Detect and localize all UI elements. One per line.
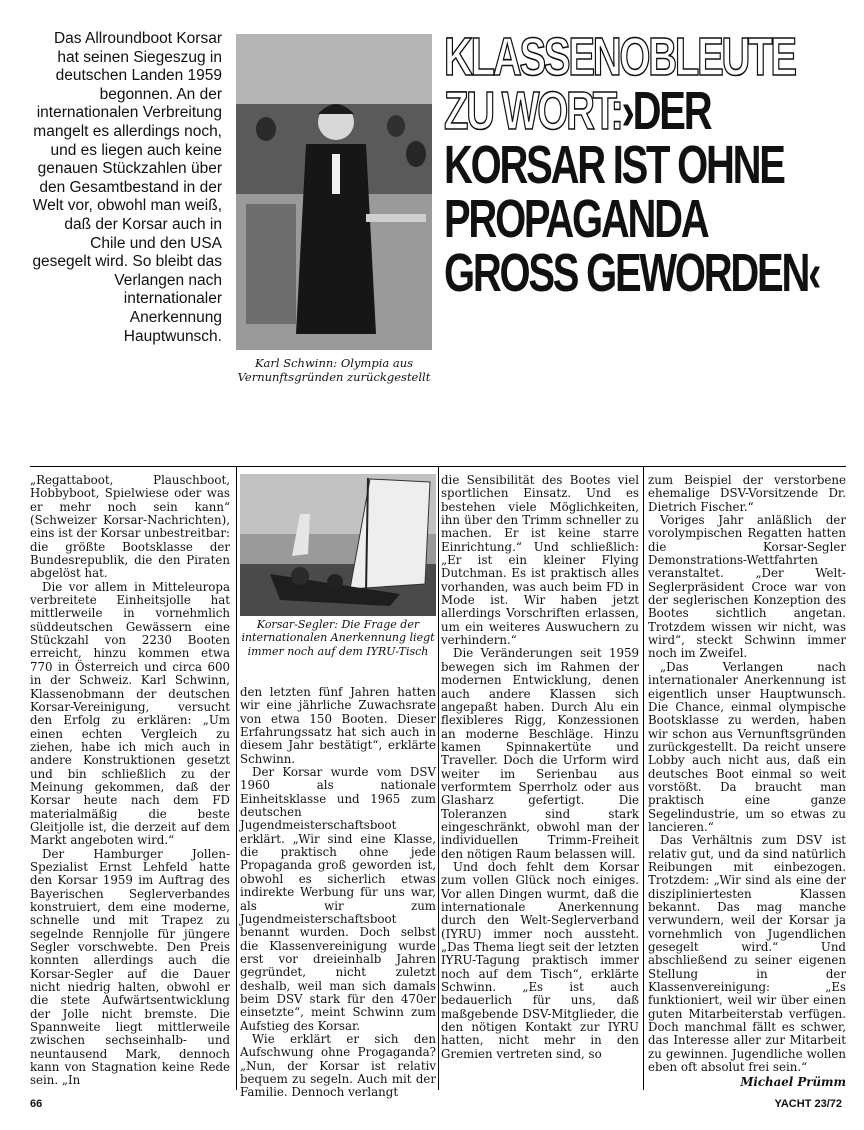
headline <box>444 27 844 303</box>
caption-photo-2: Korsar-Segler: Die Frage der internationalen Anerkennung liegt immer noch auf dem IYRU-Tisch <box>241 618 435 658</box>
column-2 <box>240 686 436 1100</box>
headline-line-1: KLASSENOBLEUTE <box>444 27 795 87</box>
column-1 <box>30 474 230 1088</box>
headline-line-4: PROPAGANDA <box>444 189 708 249</box>
col3-para-3: Und doch fehlt dem Korsar zum vollen Glück noch einiges. Vor allen Dingen wurmt, daß die internationale Anerkennung durch den Welt-Seglerverband (IYRU) immer noch aussteht. „Das Thema liegt seit der letzten IYRU-Tagung praktisch immer noch auf dem Tisch“, erklärte Schwinn. „Es ist auch bedauerlich für uns, daß maßgebende DSV-Mitglieder, die den nötigen Kontakt zur IYRU hatten, nicht mehr in den Gremien vertreten sind, so <box>441 859 639 1061</box>
col4-para-4: Das Verhältnis zum DSV ist relativ gut, und da sind natürlich Reibungen mit einbezogen. Trotzdem: „Wir sind als eine der diszipliniertesten Klassen bekannt. Das mag manche verwundern, weil der Korsar ja vornehmlich von Jugendlichen gesegelt wird.“ Und abschließend zu seiner eigenen Stellung in der Klassenvereinigung: „Es funktioniert, weil wir über einen guten Mitarbeiterstab verfügen. Doch manchmal fällt es schwer, das Interesse aller zur Mitarbeit zu gewinnen. Jugendliche wollen eben oft absolut frei sein.“ <box>648 833 846 1075</box>
magazine-issue: YACHT 23/72 <box>774 1098 842 1110</box>
col3-para-1: die Sensibilität des Bootes viel sportlichen Einsatz. Und es bestehen viele Möglichkeiten, ihn über den Trimm schneller zu machen. Er ist keine starre Einrichtung.“ Und schließlich: „Er ist ein kleiner Flying Dutchman. Es ist praktisch alles vorhanden, was auch beim FD in Mode ist. Wir haben jetzt allerdings Vorschriften erlassen, um ein weiteres Auswuchern zu verhindern.“ <box>441 473 639 648</box>
col3-para-2: Die Veränderungen seit 1959 bewegen sich im Rahmen der modernen Entwicklung, denen auch andere Klassen sich angepaßt haben. Durch Alu ein flexibleres Rigg, Konzessionen an moderne Beschläge. Hinzu kamen Spinnakertüte und Traveller. Doch die Urform wird weiter im Serienbau aus verformtem Sperrholz oder aus Glasharz gefertigt. Die Toleranzen sind stark eingeschränkt, obwohl man der individuellen Trimm-Freiheit den nötigen Raum belassen will. <box>441 646 639 861</box>
col2-para-2: Der Korsar wurde vom DSV 1960 als nationale Einheitsklasse und 1965 zum deutschen Jugendmeisterschaftsboot erklärt. „Wir sind eine Klasse, die praktisch ohne jede Propaganda groß geworden ist, obwohl es sicherlich etwas indirekte Werbung für uns war, als wir zum Jugendmeisterschaftsboot benannt wurden. Doch selbst die Klassenvereinigung wurde erst vor dreieinhalb Jahren gegründet, nicht zuletzt deshalb, weil man sich damals beim DSV stark für den 470er einsetzte“, meint Schwinn zum Aufstieg des Korsar. <box>240 765 436 1033</box>
photo-korsar-segler <box>240 474 436 616</box>
col1-para-1: „Regattaboot, Plauschboot, Hobbyboot, Spielwiese oder was er mehr noch sein kann“ (Schweizer Korsar-Nachrichten), eins ist der Korsar unbestreitbar: die größte Bootsklasse der Bundesrepublik, die den Piraten abgelöst hat. <box>30 473 230 581</box>
page-number: 66 <box>30 1098 43 1110</box>
photo-karl-schwinn-image <box>236 34 432 350</box>
col4-para-3: „Das Verlangen nach internationaler Anerkennung ist eigentlich unser Hauptwunsch. Die Chance, einmal olympische Bootsklasse zu werden, haben wir schon aus Vernunftsgründen zurückgestellt. Da reicht unsere Lobby auch nicht aus, daß ein deutsches Boot einmal so weit vorstößt. Da braucht man praktisch eine ganze Segelindustrie, um so etwas zu lancieren.“ <box>648 659 846 834</box>
col1-para-3: Der Hamburger Jollen-Spezialist Ernst Lehfeld hatte den Korsar 1959 im Auftrag des Bayerischen Seglerverbandes konstruiert, dem eine moderne, schnelle und mit Trapez zu segelnde Rennjolle für jüngere Segler vorschwebte. Den Preis konnten allerdings auch die Korsar-Segler auf die Dauer nicht niedrig halten, obwohl er die stete Aufwärtsentwicklung der Jolle nicht bremste. Die Spannweite liegt mittlerweile zwischen sechseinhalb- und neuntausend Mark, dennoch kann von Stagnation keine Rede sein. „In <box>30 846 230 1088</box>
col2-para-1: den letzten fünf Jahren hatten wir eine jährliche Zuwachsrate von etwa 150 Booten. Dieser Erfahrungssatz hat sich auch in diesem Jahr bestätigt“, erklärte Schwinn. <box>240 685 436 766</box>
column-4 <box>648 474 846 1090</box>
headline-line-2-solid: ›DER <box>621 81 711 141</box>
col2-para-3: Wie erklärt er sich den Aufschwung ohne Progaganda? „Nun, der Korsar ist relativ bequem zu segeln. Auch mit der Familie. Dennoch verlangt <box>240 1031 436 1100</box>
headline-line-3: KORSAR IST OHNE <box>444 135 784 195</box>
column-rule-2 <box>438 466 439 1090</box>
column-3 <box>441 474 639 1061</box>
column-rule-1 <box>236 466 237 1090</box>
lead-paragraph: Das Allroundboot Korsar hat seinen Siegeszug in deutschen Landen 1959 begonnen. An der internationalen Verbreitung mangelt es allerdings noch, und es liegen auch keine genauen Stückzahlen über den Gesamtbestand in der Welt vor, obwohl man weiß, daß der Korsar auch in Chile und den USA gesegelt wird. So bleibt das Verlangen nach internationaler Anerkennung Hauptwunsch. <box>32 30 222 345</box>
photo-korsar-segler-image <box>240 474 436 616</box>
col1-para-2: Die vor allem in Mitteleuropa verbreitete Einheitsjolle hat mittlerweile in vornehmlich süddeutschen Gewässern eine Stückzahl von 2230 Booten erreicht, hinzu kommen etwa 770 in Österreich und circa 600 in der Schweiz. Karl Schwinn, Klassenobmann der deutschen Korsar-Vereinigung, versucht den Erfolg zu erklären: „Um einen echten Vergleich zu ziehen, habe ich mich auch in andere Konstruktionen gesetzt und bin schließlich zu der Meinung gekommen, daß der Korsar heute nach dem FD materialmäßig die beste Gleitjolle ist, die derzeit auf dem Markt angeboten wird.“ <box>30 579 230 848</box>
col4-para-1: zum Beispiel der verstorbene ehemalige DSV-Vorsitzende Dr. Dietrich Fischer.“ <box>648 473 846 514</box>
photo-karl-schwinn <box>236 34 432 350</box>
column-rule-3 <box>643 466 644 1090</box>
headline-line-2-outline: ZU WORT: <box>444 81 622 141</box>
caption-photo-1: Karl Schwinn: Olympia aus Vernunftsgründen zurückgestellt <box>237 356 431 384</box>
col4-para-2: Voriges Jahr anläßlich der vorolympischen Regatten hatten die Korsar-Segler Demonstrations-Wettfahrten veranstaltet. „Der Welt-Seglerpräsident Croce war von der seglerischen Konzeption des Bootes sichtlich angetan. Trotzdem wissen wir nicht, was wird“, steckt Schwinn immer noch im Zweifel. <box>648 513 846 661</box>
headline-line-5: GROSS GEWORDEN‹ <box>444 243 820 303</box>
author-byline: Michael Prümm <box>740 1075 846 1090</box>
